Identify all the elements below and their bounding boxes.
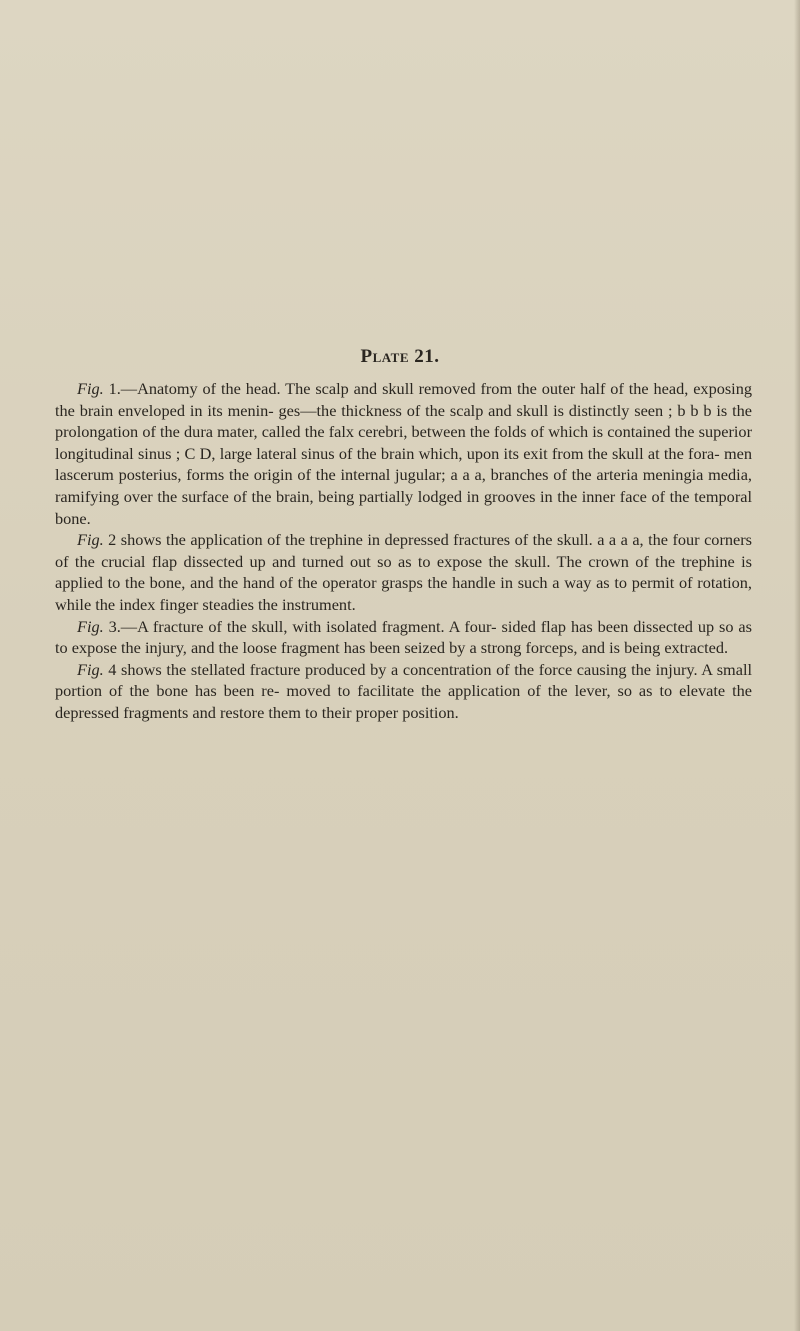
fig-3-paragraph — [55, 616, 752, 659]
fig-2-text: 2 shows the application of the trephine in depressed fractures of the skull. a a a a, the four corners of the crucial flap dissected up and turned out so as to expose the skull. The crown of the trephine is applied to the bone, and the hand of the operator grasps the handle in such a way as to permit of rotation, while the index finger steadies the instrument. — [55, 530, 752, 614]
fig-1-text: 1.—Anatomy of the head. The scalp and skull removed from the outer half of the head, exposing the brain enveloped in its menin- ges—the thickness of the scalp and skull is distinctly seen ; b b b is the prolongation of the dura mater, called the falx cerebri, between the folds of which is contained the superior longitudinal sinus ; C D, large lateral sinus of the brain which, upon its exit from the skull at the fora- men lascerum posterius, forms the origin of the internal jugular; a a a, branches of the arteria meningia media, ramifying over the surface of the brain, being partially lodged in grooves in the inner face of the temporal bone. — [55, 379, 752, 528]
plate-description — [55, 378, 752, 724]
fig-2-paragraph — [55, 529, 752, 615]
fig-3-label: Fig. — [77, 616, 104, 636]
plate-title: Plate 21. — [360, 346, 440, 367]
fig-1-paragraph — [55, 378, 752, 529]
fig-1-label: Fig. — [77, 379, 104, 398]
fig-2-label: Fig. — [77, 530, 104, 550]
fig-3-text: 3.—A fracture of the skull, with isolated fragment. A four- sided flap has been dissected up so as to expose the injury, and the loose fragment has been seized by a strong forceps, and is being extracted. — [55, 616, 752, 658]
fig-4-label: Fig. — [77, 659, 104, 679]
fig-4-paragraph — [55, 659, 752, 724]
page-edge-shadow — [794, 0, 800, 1331]
fig-4-text: 4 shows the stellated fracture produced by a concentration of the force causing the injury. A small portion of the bone has been re- moved to facilitate the application of the lever, so as to elevate the depressed fragments and restore them to their proper position. — [55, 659, 752, 722]
